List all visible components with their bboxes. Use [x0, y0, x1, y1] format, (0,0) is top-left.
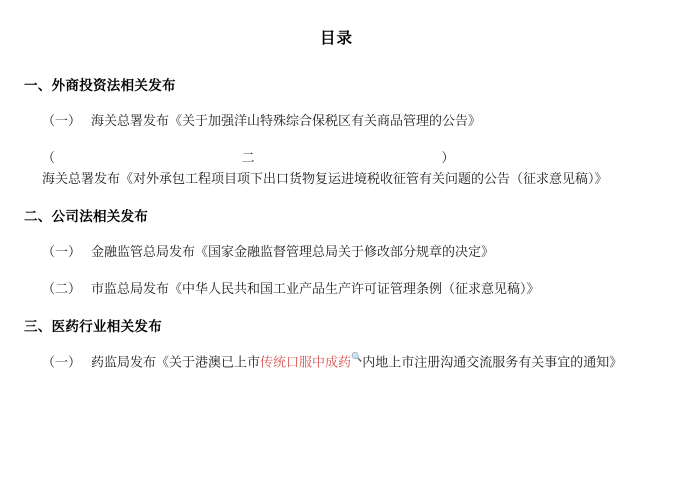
section-heading-2: 二、公司法相关发布 [24, 209, 149, 225]
entry-text: 金融监管总局发布《国家金融监督管理总局关于修改部分规章的决定》 [91, 244, 495, 260]
entry-number: （一） [42, 354, 82, 370]
entry-number: （一） [42, 113, 82, 128]
section-heading-3: 三、医药行业相关发布 [24, 319, 162, 335]
entry-text: 市监总局发布《中华人民共和国工业产品生产许可证管理条例（征求意见稿）》 [91, 281, 540, 297]
entry-text-before: 药监局发布《关于港澳已上市 [91, 354, 261, 370]
search-icon[interactable]: 🔍 [351, 352, 363, 363]
entry-text: 海关总署发布《关于加强洋山特殊综合保税区有关商品管理的公告》 [91, 113, 482, 128]
section-heading-1: 一、外商投资法相关发布 [24, 78, 176, 93]
entry-number: （二） [42, 281, 82, 297]
page-title: 目录 [319, 30, 353, 47]
entry-text: 海关总署发布《对外承包工程项目项下出口货物复运进境税收征管有关问题的公告（征求意见稿）》 [42, 171, 608, 187]
entry-number: （二） [42, 150, 641, 166]
toc-entry[interactable] [22, 110, 651, 131]
entry-number: （一） [42, 244, 82, 260]
entry-text-after: 内地上市注册沟通交流服务有关事宜的通知》 [362, 354, 623, 370]
toc-entry[interactable] [22, 241, 651, 262]
toc-entry[interactable] [22, 278, 651, 299]
toc-entry[interactable] [22, 351, 651, 372]
highlighted-term[interactable]: 传统口服中成药 [260, 354, 352, 370]
toc-entry[interactable] [22, 147, 651, 189]
